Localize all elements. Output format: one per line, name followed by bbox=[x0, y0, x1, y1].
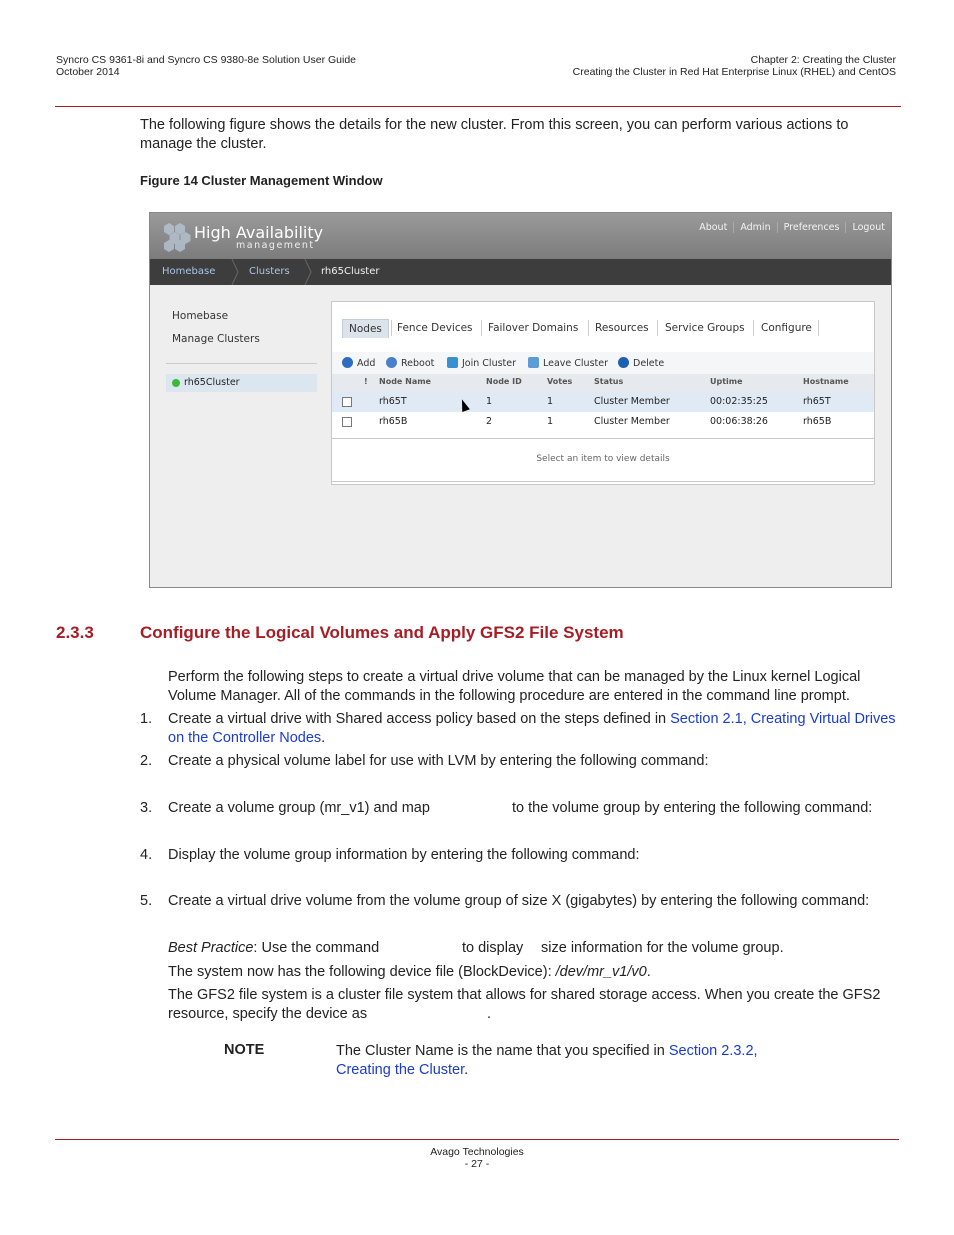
column-alert: ! bbox=[364, 377, 368, 386]
add-button-label: Add bbox=[357, 358, 376, 369]
breadcrumb-clusters[interactable]: Clusters bbox=[249, 266, 290, 277]
section-number: 2.3.3 bbox=[56, 623, 94, 642]
best-practice-text-a: : Use the command bbox=[253, 940, 380, 956]
step-3-part-a: Create a volume group (mr_v1) and map bbox=[168, 800, 430, 816]
node-status: Cluster Member bbox=[594, 416, 670, 427]
column-node-id[interactable]: Node ID bbox=[486, 377, 522, 386]
breadcrumb-homebase[interactable]: Homebase bbox=[162, 266, 216, 277]
device-file-period: . bbox=[646, 964, 651, 980]
step-number: 2. bbox=[140, 753, 153, 769]
tab-fence-devices[interactable]: Fence Devices bbox=[397, 322, 473, 334]
best-practice bbox=[168, 939, 379, 958]
leave-cluster-button-label: Leave Cluster bbox=[543, 358, 608, 369]
details-placeholder: Select an item to view details bbox=[536, 454, 670, 464]
tab-divider bbox=[657, 320, 658, 336]
header-right bbox=[573, 54, 896, 78]
cluster-list-item[interactable] bbox=[166, 374, 317, 392]
node-id: 2 bbox=[486, 416, 493, 427]
reboot-button[interactable] bbox=[386, 357, 434, 369]
admin-link[interactable]: Admin bbox=[733, 222, 776, 233]
section-2-3-2-link-cont[interactable]: Creating the Cluster bbox=[336, 1062, 465, 1078]
status-online-icon bbox=[172, 379, 180, 387]
preferences-link[interactable]: Preferences bbox=[777, 222, 846, 233]
step-5: Create a virtual drive volume from the volume group of size X (gigabytes) by entering the following command: bbox=[168, 893, 870, 909]
app-title: High Availability bbox=[194, 223, 324, 242]
section-2-3-2-link[interactable]: Section 2.3.2, bbox=[668, 1043, 758, 1059]
chevron-right-icon bbox=[230, 259, 240, 285]
procedure-intro-line-1: Perform the following steps to create a virtual drive volume that can be managed by the Linux kernel Logical bbox=[168, 669, 861, 685]
left-nav-divider bbox=[166, 363, 317, 364]
footer-rule bbox=[55, 1139, 899, 1140]
node-toolbar bbox=[332, 352, 874, 374]
node-id: 1 bbox=[486, 396, 493, 407]
node-votes: 1 bbox=[547, 416, 554, 427]
node-name: rh65B bbox=[379, 416, 408, 427]
device-file-path: /dev/mr_v1/v0 bbox=[555, 964, 647, 980]
footer bbox=[0, 1146, 954, 1170]
chevron-right-icon bbox=[303, 259, 313, 285]
best-practice-label: Best Practice bbox=[168, 940, 254, 956]
column-node-name[interactable]: Node Name bbox=[379, 377, 431, 386]
intro-line-1: The following figure shows the details for the new cluster. From this screen, you can perform various actions to bbox=[140, 117, 849, 133]
step-2: Create a physical volume label for use with LVM by entering the following command: bbox=[168, 753, 709, 769]
node-hostname: rh65B bbox=[803, 416, 832, 427]
tab-bar bbox=[332, 302, 874, 350]
logout-link[interactable]: Logout bbox=[845, 222, 891, 233]
doc-date: October 2014 bbox=[56, 66, 120, 78]
leave-cluster-button[interactable] bbox=[528, 357, 608, 369]
join-cluster-button[interactable] bbox=[447, 357, 516, 369]
step-number: 4. bbox=[140, 847, 153, 863]
reboot-button-label: Reboot bbox=[401, 358, 435, 369]
note-period: . bbox=[464, 1062, 469, 1078]
node-table-header bbox=[332, 374, 874, 392]
gfs2-line-1: The GFS2 file system is a cluster file system that allows for shared storage access. When you create the GFS2 bbox=[168, 987, 881, 1003]
footer-company: Avago Technologies bbox=[430, 1146, 524, 1158]
figure-caption: Figure 14 Cluster Management Window bbox=[140, 173, 383, 188]
tab-divider bbox=[818, 320, 819, 336]
gfs2-period: . bbox=[487, 1006, 492, 1022]
column-hostname[interactable]: Hostname bbox=[803, 377, 849, 386]
best-practice-text-c: size information for the volume group. bbox=[541, 940, 784, 956]
header-rule bbox=[55, 106, 901, 107]
column-votes[interactable]: Votes bbox=[547, 377, 573, 386]
table-row[interactable] bbox=[332, 412, 874, 432]
breadcrumb-current-cluster[interactable]: rh65Cluster bbox=[321, 266, 380, 277]
node-votes: 1 bbox=[547, 396, 554, 407]
gfs2-paragraph bbox=[168, 986, 880, 1024]
column-uptime[interactable]: Uptime bbox=[710, 377, 743, 386]
best-practice-text-b: to display bbox=[462, 940, 524, 956]
doc-title: Syncro CS 9361-8i and Syncro CS 9380-8e Solution User Guide bbox=[56, 54, 356, 66]
row-checkbox[interactable] bbox=[342, 397, 352, 407]
gfs2-line-2: resource, specify the device as bbox=[168, 1006, 368, 1022]
cluster-management-screenshot bbox=[149, 212, 892, 588]
tab-nodes[interactable]: Nodes bbox=[342, 319, 389, 338]
step-1 bbox=[168, 710, 898, 748]
tab-divider bbox=[753, 320, 754, 336]
hexagon-logo-icon bbox=[160, 219, 194, 253]
device-file-text: The system now has the following device file (BlockDevice): bbox=[168, 964, 556, 980]
device-file-line bbox=[168, 963, 651, 982]
details-panel bbox=[331, 438, 875, 482]
section-2-1-link-cont[interactable]: on the Controller Nodes bbox=[168, 730, 322, 746]
chapter-title: Chapter 2: Creating the Cluster bbox=[750, 54, 896, 66]
step-4: Display the volume group information by entering the following command: bbox=[168, 847, 640, 863]
step-number: 5. bbox=[140, 893, 153, 909]
add-icon bbox=[342, 357, 353, 368]
cluster-list-item-label: rh65Cluster bbox=[184, 377, 240, 388]
step-3-part-b: to the volume group by entering the following command: bbox=[512, 800, 873, 816]
left-nav-homebase[interactable]: Homebase bbox=[172, 310, 229, 322]
delete-button-label: Delete bbox=[633, 358, 665, 369]
row-checkbox[interactable] bbox=[342, 417, 352, 427]
procedure-intro-line-2: Volume Manager. All of the commands in the following procedure are entered in the command line prompt. bbox=[168, 688, 850, 704]
column-status[interactable]: Status bbox=[594, 377, 624, 386]
note-text-body: The Cluster Name is the name that you specified in bbox=[336, 1043, 669, 1059]
note-label: NOTE bbox=[224, 1042, 265, 1058]
step-number: 1. bbox=[140, 711, 153, 727]
node-name: rh65T bbox=[379, 396, 407, 407]
tab-failover-domains[interactable]: Failover Domains bbox=[488, 322, 579, 334]
tab-configure[interactable]: Configure bbox=[761, 322, 812, 334]
page-number: - 27 - bbox=[464, 1158, 490, 1170]
node-uptime: 00:06:38:26 bbox=[710, 416, 768, 427]
note-text bbox=[336, 1042, 766, 1080]
about-link[interactable]: About bbox=[699, 222, 728, 233]
delete-button[interactable] bbox=[618, 357, 664, 369]
top-links bbox=[693, 222, 891, 233]
step-1-period: . bbox=[321, 730, 326, 746]
table-row[interactable] bbox=[332, 392, 874, 412]
node-status: Cluster Member bbox=[594, 396, 670, 407]
procedure-intro bbox=[168, 668, 860, 706]
step-number: 3. bbox=[140, 800, 153, 816]
intro-line-2: manage the cluster. bbox=[140, 136, 267, 152]
step-1-text: Create a virtual drive with Shared access policy based on the steps defined in bbox=[168, 711, 671, 727]
section-2-1-link[interactable]: Section 2.1, Creating Virtual Drives bbox=[670, 711, 896, 727]
header-left bbox=[56, 54, 356, 78]
node-hostname: rh65T bbox=[803, 396, 831, 407]
add-button[interactable] bbox=[342, 357, 375, 369]
link-icon bbox=[447, 357, 458, 368]
delete-icon bbox=[618, 357, 629, 368]
tab-resources[interactable]: Resources bbox=[595, 322, 649, 334]
join-cluster-button-label: Join Cluster bbox=[462, 358, 517, 369]
app-top-bar bbox=[150, 213, 891, 259]
reboot-icon bbox=[386, 357, 397, 368]
section-heading: Configure the Logical Volumes and Apply GFS2 File System bbox=[140, 623, 624, 642]
unlink-icon bbox=[528, 357, 539, 368]
intro-paragraph bbox=[140, 116, 848, 154]
tab-service-groups[interactable]: Service Groups bbox=[665, 322, 745, 334]
left-nav-manage-clusters[interactable]: Manage Clusters bbox=[172, 333, 260, 345]
app-subtitle: management bbox=[236, 240, 315, 251]
node-uptime: 00:02:35:25 bbox=[710, 396, 768, 407]
section-title-header: Creating the Cluster in Red Hat Enterprise Linux (RHEL) and CentOS bbox=[572, 66, 896, 78]
breadcrumb bbox=[150, 259, 891, 285]
